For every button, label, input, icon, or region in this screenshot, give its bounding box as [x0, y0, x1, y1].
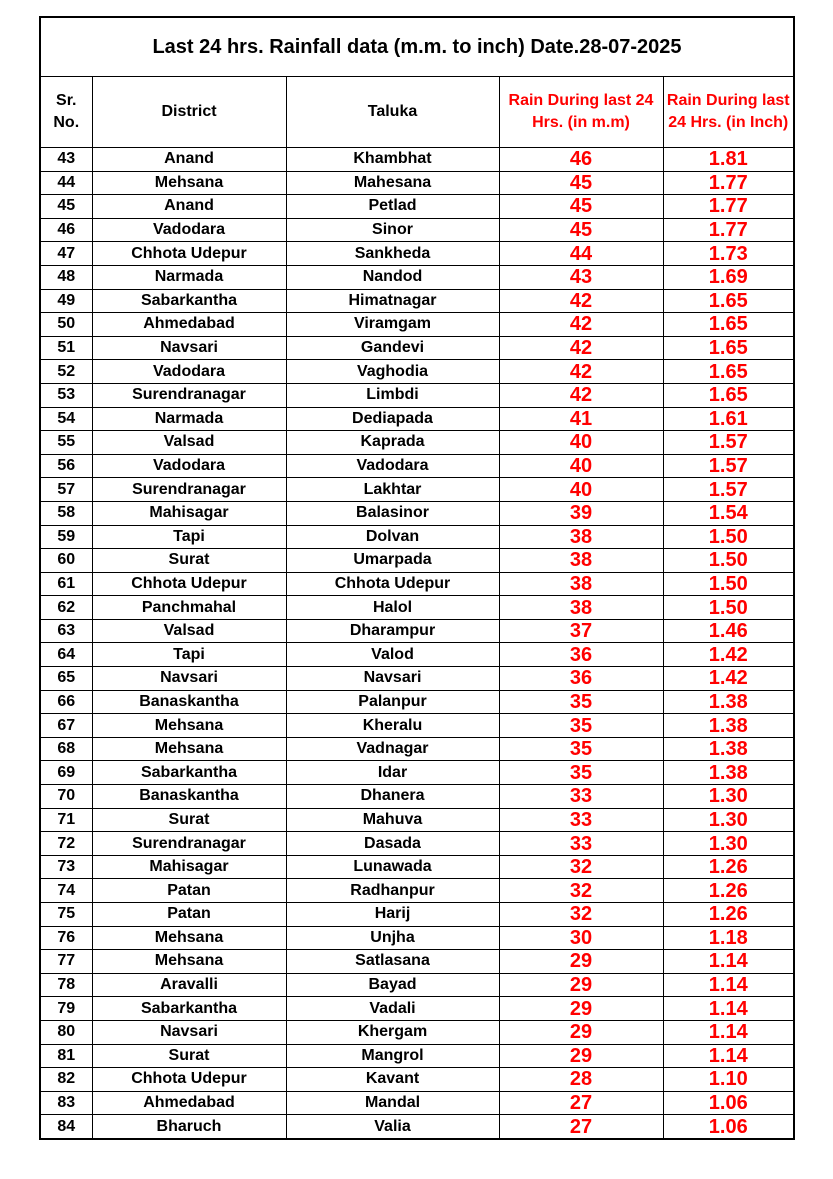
- cell-sr-no: 71: [41, 808, 92, 832]
- cell-district: Mehsana: [92, 737, 286, 761]
- cell-sr-no: 58: [41, 501, 92, 525]
- table-row: [41, 690, 793, 714]
- cell-rain-mm: 32: [499, 903, 663, 927]
- cell-rain-mm: 29: [499, 1044, 663, 1068]
- cell-rain-mm: 27: [499, 1091, 663, 1115]
- table-row: [41, 454, 793, 478]
- table-row: [41, 336, 793, 360]
- table-row: [41, 1091, 793, 1115]
- cell-rain-inch: 1.65: [663, 383, 793, 407]
- cell-sr-no: 62: [41, 596, 92, 620]
- cell-rain-inch: 1.38: [663, 690, 793, 714]
- cell-rain-inch: 1.42: [663, 643, 793, 667]
- cell-district: Mehsana: [92, 950, 286, 974]
- cell-sr-no: 66: [41, 690, 92, 714]
- cell-sr-no: 53: [41, 383, 92, 407]
- cell-rain-inch: 1.14: [663, 997, 793, 1021]
- cell-rain-inch: 1.38: [663, 737, 793, 761]
- header-district: District: [92, 77, 286, 148]
- cell-district: Chhota Udepur: [92, 572, 286, 596]
- cell-taluka: Dharampur: [286, 619, 499, 643]
- cell-sr-no: 82: [41, 1068, 92, 1092]
- cell-taluka: Mandal: [286, 1091, 499, 1115]
- cell-sr-no: 80: [41, 1020, 92, 1044]
- cell-taluka: Kaprada: [286, 431, 499, 455]
- cell-taluka: Petlad: [286, 195, 499, 219]
- cell-taluka: Palanpur: [286, 690, 499, 714]
- cell-taluka: Sankheda: [286, 242, 499, 266]
- cell-taluka: Khambhat: [286, 148, 499, 172]
- cell-rain-mm: 29: [499, 1020, 663, 1044]
- cell-rain-mm: 33: [499, 808, 663, 832]
- cell-taluka: Gandevi: [286, 336, 499, 360]
- cell-taluka: Vadodara: [286, 454, 499, 478]
- cell-sr-no: 52: [41, 360, 92, 384]
- cell-rain-inch: 1.65: [663, 289, 793, 313]
- cell-taluka: Dediapada: [286, 407, 499, 431]
- cell-rain-inch: 1.06: [663, 1091, 793, 1115]
- cell-sr-no: 68: [41, 737, 92, 761]
- table-row: [41, 1115, 793, 1138]
- cell-rain-mm: 35: [499, 714, 663, 738]
- cell-rain-inch: 1.81: [663, 148, 793, 172]
- cell-taluka: Umarpada: [286, 549, 499, 573]
- table-body: [41, 148, 793, 1138]
- cell-taluka: Nandod: [286, 265, 499, 289]
- table-row: [41, 1068, 793, 1092]
- cell-taluka: Mahuva: [286, 808, 499, 832]
- header-rain-mm: Rain During last 24 Hrs. (in m.m): [499, 77, 663, 148]
- cell-rain-inch: 1.14: [663, 1020, 793, 1044]
- table-row: [41, 785, 793, 809]
- cell-taluka: Vaghodia: [286, 360, 499, 384]
- cell-rain-mm: 42: [499, 360, 663, 384]
- cell-rain-mm: 42: [499, 336, 663, 360]
- cell-taluka: Limbdi: [286, 383, 499, 407]
- cell-rain-mm: 28: [499, 1068, 663, 1092]
- cell-district: Mahisagar: [92, 501, 286, 525]
- cell-taluka: Chhota Udepur: [286, 572, 499, 596]
- cell-taluka: Radhanpur: [286, 879, 499, 903]
- cell-taluka: Khergam: [286, 1020, 499, 1044]
- cell-taluka: Kavant: [286, 1068, 499, 1092]
- cell-taluka: Dasada: [286, 832, 499, 856]
- page-title: Last 24 hrs. Rainfall data (m.m. to inch) Date.28-07-2025: [41, 18, 793, 77]
- table-row: [41, 383, 793, 407]
- table-row: [41, 148, 793, 172]
- cell-rain-inch: 1.77: [663, 218, 793, 242]
- cell-sr-no: 59: [41, 525, 92, 549]
- cell-district: Mahisagar: [92, 855, 286, 879]
- cell-sr-no: 81: [41, 1044, 92, 1068]
- cell-taluka: Vadnagar: [286, 737, 499, 761]
- cell-sr-no: 47: [41, 242, 92, 266]
- cell-district: Tapi: [92, 525, 286, 549]
- cell-sr-no: 75: [41, 903, 92, 927]
- cell-district: Patan: [92, 879, 286, 903]
- cell-rain-mm: 30: [499, 926, 663, 950]
- table-row: [41, 667, 793, 691]
- cell-rain-inch: 1.69: [663, 265, 793, 289]
- cell-taluka: Lunawada: [286, 855, 499, 879]
- cell-taluka: Valia: [286, 1115, 499, 1138]
- cell-district: Vadodara: [92, 360, 286, 384]
- cell-taluka: Dolvan: [286, 525, 499, 549]
- rainfall-table: [41, 77, 793, 1138]
- cell-district: Surendranagar: [92, 832, 286, 856]
- cell-rain-mm: 42: [499, 289, 663, 313]
- cell-rain-inch: 1.14: [663, 973, 793, 997]
- cell-rain-mm: 42: [499, 313, 663, 337]
- cell-sr-no: 54: [41, 407, 92, 431]
- table-row: [41, 643, 793, 667]
- table-row: [41, 549, 793, 573]
- cell-sr-no: 73: [41, 855, 92, 879]
- cell-rain-mm: 35: [499, 737, 663, 761]
- cell-sr-no: 79: [41, 997, 92, 1021]
- cell-taluka: Sinor: [286, 218, 499, 242]
- cell-taluka: Himatnagar: [286, 289, 499, 313]
- cell-district: Surat: [92, 1044, 286, 1068]
- table-row: [41, 501, 793, 525]
- cell-taluka: Viramgam: [286, 313, 499, 337]
- cell-rain-inch: 1.26: [663, 855, 793, 879]
- table-row: [41, 242, 793, 266]
- table-row: [41, 431, 793, 455]
- cell-sr-no: 74: [41, 879, 92, 903]
- cell-rain-inch: 1.38: [663, 761, 793, 785]
- cell-rain-inch: 1.65: [663, 336, 793, 360]
- cell-rain-mm: 38: [499, 549, 663, 573]
- cell-rain-mm: 29: [499, 950, 663, 974]
- table-row: [41, 478, 793, 502]
- cell-rain-mm: 42: [499, 383, 663, 407]
- cell-rain-mm: 38: [499, 525, 663, 549]
- cell-rain-inch: 1.50: [663, 596, 793, 620]
- cell-sr-no: 56: [41, 454, 92, 478]
- cell-sr-no: 83: [41, 1091, 92, 1115]
- cell-rain-mm: 44: [499, 242, 663, 266]
- cell-district: Chhota Udepur: [92, 1068, 286, 1092]
- table-row: [41, 997, 793, 1021]
- cell-district: Bharuch: [92, 1115, 286, 1138]
- cell-district: Anand: [92, 148, 286, 172]
- cell-district: Chhota Udepur: [92, 242, 286, 266]
- cell-taluka: Kheralu: [286, 714, 499, 738]
- cell-district: Navsari: [92, 1020, 286, 1044]
- cell-rain-mm: 29: [499, 997, 663, 1021]
- cell-rain-inch: 1.57: [663, 454, 793, 478]
- cell-sr-no: 84: [41, 1115, 92, 1138]
- cell-rain-inch: 1.06: [663, 1115, 793, 1138]
- cell-district: Sabarkantha: [92, 761, 286, 785]
- cell-taluka: Mangrol: [286, 1044, 499, 1068]
- cell-district: Navsari: [92, 336, 286, 360]
- cell-sr-no: 69: [41, 761, 92, 785]
- cell-rain-inch: 1.14: [663, 1044, 793, 1068]
- cell-district: Mehsana: [92, 926, 286, 950]
- cell-rain-inch: 1.65: [663, 360, 793, 384]
- table-row: [41, 832, 793, 856]
- cell-district: Vadodara: [92, 454, 286, 478]
- cell-district: Valsad: [92, 619, 286, 643]
- cell-rain-mm: 41: [499, 407, 663, 431]
- table-row: [41, 619, 793, 643]
- cell-sr-no: 55: [41, 431, 92, 455]
- cell-rain-inch: 1.42: [663, 667, 793, 691]
- cell-district: Narmada: [92, 407, 286, 431]
- cell-district: Ahmedabad: [92, 1091, 286, 1115]
- cell-district: Mehsana: [92, 714, 286, 738]
- header-taluka: Taluka: [286, 77, 499, 148]
- cell-sr-no: 63: [41, 619, 92, 643]
- cell-rain-mm: 43: [499, 265, 663, 289]
- cell-taluka: Halol: [286, 596, 499, 620]
- cell-taluka: Balasinor: [286, 501, 499, 525]
- header-row: [41, 77, 793, 148]
- cell-rain-inch: 1.30: [663, 832, 793, 856]
- cell-district: Vadodara: [92, 218, 286, 242]
- cell-taluka: Idar: [286, 761, 499, 785]
- cell-rain-inch: 1.77: [663, 195, 793, 219]
- cell-sr-no: 77: [41, 950, 92, 974]
- cell-district: Patan: [92, 903, 286, 927]
- cell-rain-mm: 35: [499, 761, 663, 785]
- cell-district: Ahmedabad: [92, 313, 286, 337]
- cell-rain-mm: 40: [499, 454, 663, 478]
- cell-rain-inch: 1.50: [663, 572, 793, 596]
- cell-rain-inch: 1.10: [663, 1068, 793, 1092]
- table-row: [41, 926, 793, 950]
- cell-rain-mm: 38: [499, 596, 663, 620]
- table-row: [41, 289, 793, 313]
- cell-district: Banaskantha: [92, 690, 286, 714]
- cell-district: Anand: [92, 195, 286, 219]
- cell-rain-inch: 1.18: [663, 926, 793, 950]
- cell-district: Aravalli: [92, 973, 286, 997]
- cell-rain-mm: 33: [499, 832, 663, 856]
- table-row: [41, 218, 793, 242]
- header-sr-no: Sr. No.: [41, 77, 92, 148]
- cell-rain-mm: 33: [499, 785, 663, 809]
- table-row: [41, 596, 793, 620]
- cell-rain-mm: 40: [499, 431, 663, 455]
- cell-rain-inch: 1.30: [663, 808, 793, 832]
- table-row: [41, 808, 793, 832]
- table-row: [41, 714, 793, 738]
- cell-district: Banaskantha: [92, 785, 286, 809]
- cell-rain-mm: 27: [499, 1115, 663, 1138]
- table-row: [41, 950, 793, 974]
- cell-rain-inch: 1.46: [663, 619, 793, 643]
- table-row: [41, 737, 793, 761]
- cell-district: Surat: [92, 808, 286, 832]
- cell-district: Surat: [92, 549, 286, 573]
- cell-rain-mm: 39: [499, 501, 663, 525]
- table-row: [41, 973, 793, 997]
- cell-sr-no: 61: [41, 572, 92, 596]
- cell-sr-no: 57: [41, 478, 92, 502]
- cell-sr-no: 67: [41, 714, 92, 738]
- cell-rain-mm: 29: [499, 973, 663, 997]
- table-row: [41, 1020, 793, 1044]
- cell-rain-inch: 1.57: [663, 478, 793, 502]
- cell-rain-inch: 1.77: [663, 171, 793, 195]
- table-row: [41, 407, 793, 431]
- table-row: [41, 360, 793, 384]
- cell-district: Sabarkantha: [92, 997, 286, 1021]
- cell-sr-no: 51: [41, 336, 92, 360]
- cell-sr-no: 76: [41, 926, 92, 950]
- cell-rain-inch: 1.14: [663, 950, 793, 974]
- cell-district: Sabarkantha: [92, 289, 286, 313]
- cell-rain-mm: 32: [499, 855, 663, 879]
- cell-sr-no: 48: [41, 265, 92, 289]
- cell-district: Tapi: [92, 643, 286, 667]
- cell-taluka: Lakhtar: [286, 478, 499, 502]
- table-row: [41, 195, 793, 219]
- cell-sr-no: 65: [41, 667, 92, 691]
- cell-sr-no: 44: [41, 171, 92, 195]
- table-row: [41, 171, 793, 195]
- cell-rain-inch: 1.26: [663, 903, 793, 927]
- cell-rain-mm: 36: [499, 667, 663, 691]
- cell-taluka: Dhanera: [286, 785, 499, 809]
- table-row: [41, 572, 793, 596]
- cell-district: Valsad: [92, 431, 286, 455]
- cell-rain-inch: 1.50: [663, 549, 793, 573]
- cell-rain-mm: 45: [499, 195, 663, 219]
- cell-taluka: Bayad: [286, 973, 499, 997]
- table-row: [41, 313, 793, 337]
- rainfall-sheet: [39, 16, 795, 1140]
- cell-rain-mm: 37: [499, 619, 663, 643]
- header-rain-inch: Rain During last 24 Hrs. (in Inch): [663, 77, 793, 148]
- cell-district: Panchmahal: [92, 596, 286, 620]
- cell-district: Mehsana: [92, 171, 286, 195]
- cell-rain-inch: 1.61: [663, 407, 793, 431]
- cell-taluka: Navsari: [286, 667, 499, 691]
- cell-sr-no: 60: [41, 549, 92, 573]
- cell-rain-inch: 1.54: [663, 501, 793, 525]
- cell-rain-inch: 1.38: [663, 714, 793, 738]
- table-row: [41, 761, 793, 785]
- cell-sr-no: 50: [41, 313, 92, 337]
- cell-rain-inch: 1.65: [663, 313, 793, 337]
- cell-sr-no: 64: [41, 643, 92, 667]
- cell-rain-mm: 45: [499, 218, 663, 242]
- cell-district: Surendranagar: [92, 478, 286, 502]
- table-row: [41, 265, 793, 289]
- cell-rain-inch: 1.30: [663, 785, 793, 809]
- cell-rain-inch: 1.57: [663, 431, 793, 455]
- cell-rain-inch: 1.73: [663, 242, 793, 266]
- cell-district: Surendranagar: [92, 383, 286, 407]
- cell-taluka: Valod: [286, 643, 499, 667]
- cell-sr-no: 46: [41, 218, 92, 242]
- table-row: [41, 855, 793, 879]
- cell-sr-no: 45: [41, 195, 92, 219]
- cell-district: Narmada: [92, 265, 286, 289]
- table-row: [41, 525, 793, 549]
- cell-taluka: Vadali: [286, 997, 499, 1021]
- cell-district: Navsari: [92, 667, 286, 691]
- cell-rain-mm: 38: [499, 572, 663, 596]
- table-row: [41, 903, 793, 927]
- cell-taluka: Mahesana: [286, 171, 499, 195]
- cell-sr-no: 72: [41, 832, 92, 856]
- cell-rain-mm: 35: [499, 690, 663, 714]
- cell-rain-inch: 1.50: [663, 525, 793, 549]
- cell-sr-no: 78: [41, 973, 92, 997]
- table-row: [41, 879, 793, 903]
- cell-rain-mm: 45: [499, 171, 663, 195]
- cell-taluka: Unjha: [286, 926, 499, 950]
- cell-sr-no: 70: [41, 785, 92, 809]
- cell-sr-no: 49: [41, 289, 92, 313]
- cell-sr-no: 43: [41, 148, 92, 172]
- table-row: [41, 1044, 793, 1068]
- cell-taluka: Harij: [286, 903, 499, 927]
- cell-taluka: Satlasana: [286, 950, 499, 974]
- cell-rain-mm: 36: [499, 643, 663, 667]
- cell-rain-inch: 1.26: [663, 879, 793, 903]
- cell-rain-mm: 32: [499, 879, 663, 903]
- cell-rain-mm: 40: [499, 478, 663, 502]
- cell-rain-mm: 46: [499, 148, 663, 172]
